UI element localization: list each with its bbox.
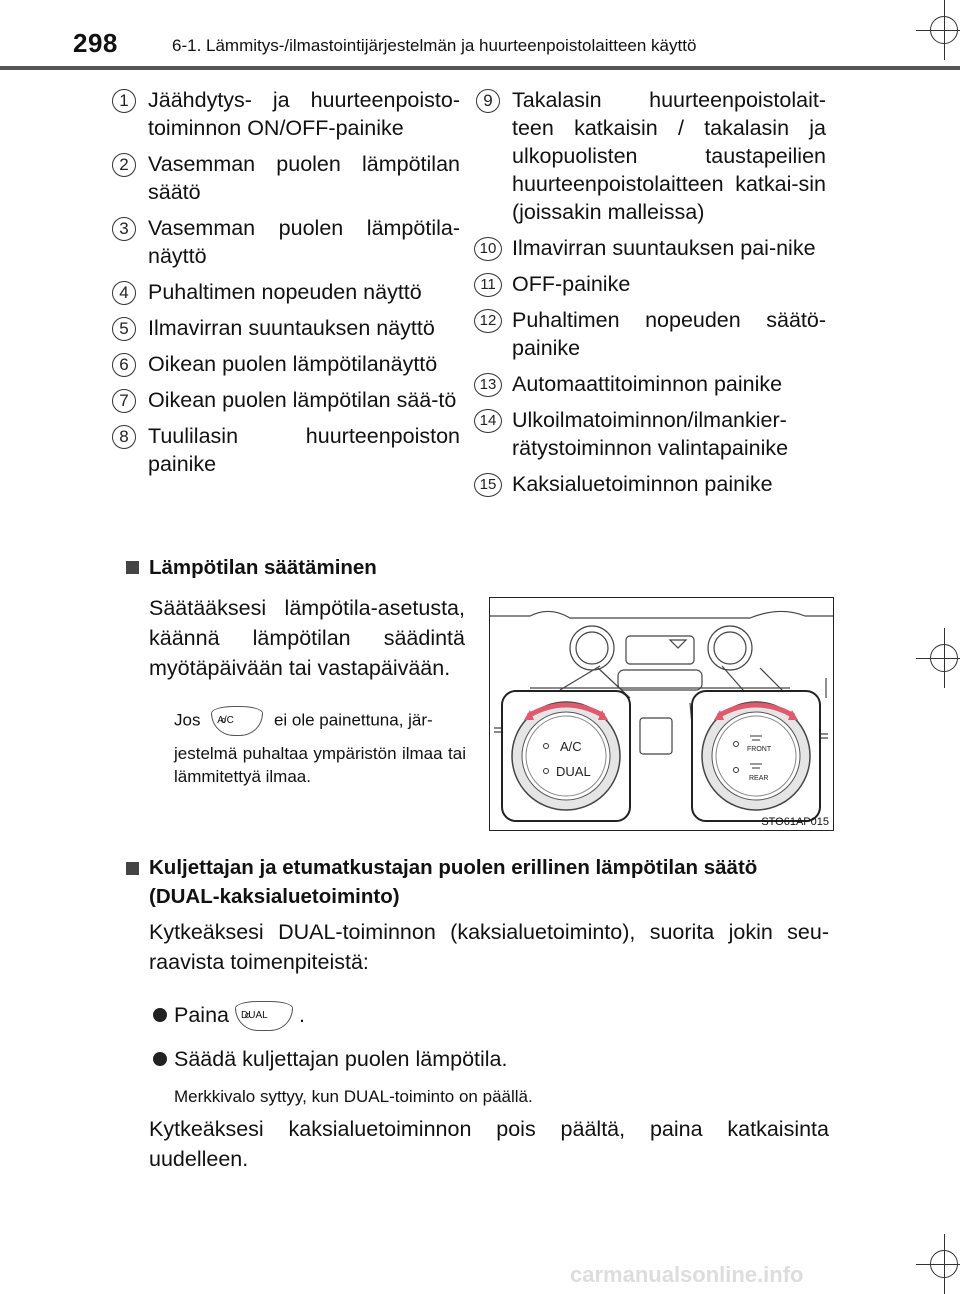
dual-button-label: DUAL	[241, 1010, 268, 1022]
dual-button-icon	[235, 1001, 293, 1031]
chapter-heading: 6-1. Lämmitys-/ilmastointijärjestelmän ja huurteenpoistolaitteen käyttö	[172, 36, 697, 55]
callout-number: 12	[474, 309, 502, 333]
section-outro: Kytkeäksesi kaksialuetoiminnon pois päältä, paina katkaisinta uudelleen.	[149, 1117, 829, 1171]
header-rule	[0, 66, 960, 70]
dial-illustration	[489, 597, 834, 831]
legend-item	[476, 234, 826, 262]
note-line	[174, 706, 466, 736]
dashboard-drawing	[490, 598, 834, 831]
callout-number: 11	[474, 273, 502, 297]
legend-item	[476, 370, 826, 398]
legend-text: Kaksialuetoiminnon painike	[512, 472, 773, 496]
legend-item	[112, 422, 460, 478]
callout-number: 6	[112, 353, 136, 377]
registration-mark	[930, 1250, 958, 1278]
section-intro: Kytkeäksesi DUAL-toiminnon (kaksialuetoiminto), suorita jokin seu-raavista toimenpiteistä:	[149, 920, 829, 974]
legend-item	[112, 386, 460, 414]
section-bullet-icon	[126, 561, 139, 574]
callout-number: 5	[112, 317, 136, 341]
right-temperature-dial	[692, 691, 820, 821]
callout-number: 7	[112, 389, 136, 413]
legend-text: Puhaltimen nopeuden näyttö	[148, 280, 422, 304]
ac-button-label: A/C	[217, 715, 234, 726]
legend-item	[112, 150, 460, 206]
bullet-dot-icon	[153, 1052, 167, 1066]
legend-text: OFF-painike	[512, 272, 631, 296]
legend-right	[476, 86, 826, 506]
registration-mark	[930, 16, 958, 44]
rear-label: REAR	[749, 775, 769, 782]
section-body: Säätääksesi lämpötila-asetusta, käännä lämpötilan säädintä myötäpäivään tai vastapäivään.	[149, 596, 465, 680]
note-text: Jos	[174, 710, 201, 730]
section-heading: Lämpötilan säätäminen	[149, 556, 377, 579]
legend-text: Takalasin huurteenpoistolait-teen katkaisin / takalasin ja ulkopuolisten taustapeilien huurteenpoistolaitteen katkai-sin (joissakin malleissa)	[512, 88, 826, 224]
bullet-text: .	[299, 1003, 305, 1027]
watermark: carmanualsonline.info	[570, 1262, 804, 1287]
legend-text: Vasemman puolen lämpötila-näyttö	[148, 216, 460, 268]
legend-text: Ulkoilmatoiminnon/ilmankier-rätystoiminnon valintapainike	[512, 408, 789, 460]
legend-text: Vasemman puolen lämpötilan säätö	[148, 152, 460, 204]
registration-mark	[930, 644, 958, 672]
legend-item	[476, 470, 826, 498]
note-text: Merkkivalo syttyy, kun DUAL-toiminto on päällä.	[174, 1087, 533, 1106]
legend-item	[112, 214, 460, 270]
bullet-dot-icon	[153, 1008, 167, 1022]
legend-text: Oikean puolen lämpötilan sää-tö	[148, 388, 457, 412]
bullet-item	[174, 1000, 574, 1031]
legend-text: Tuulilasin huurteenpoiston painike	[148, 424, 460, 476]
bullet-text: Paina	[174, 1003, 229, 1027]
bullet-text: Säädä kuljettajan puolen lämpötila.	[174, 1047, 508, 1071]
legend-item	[112, 350, 460, 378]
callout-number: 14	[474, 409, 502, 433]
legend-text: Puhaltimen nopeuden säätö-painike	[512, 308, 826, 360]
legend-text: Automaattitoiminnon painike	[512, 372, 783, 396]
legend-text: Oikean puolen lämpötilanäyttö	[148, 352, 438, 376]
callout-number: 8	[112, 425, 136, 449]
legend-text: Ilmavirran suuntauksen näyttö	[148, 316, 435, 340]
front-label: FRONT	[747, 746, 772, 753]
legend-item	[112, 278, 460, 306]
callout-number: 15	[474, 473, 502, 497]
callout-number: 9	[476, 89, 500, 113]
legend-item	[476, 306, 826, 362]
figure-code: STO61AP015	[761, 816, 829, 828]
callout-number: 2	[112, 153, 136, 177]
legend-item	[476, 270, 826, 298]
note-text: ei ole painettuna, jär-	[273, 710, 433, 730]
ac-label: A/C	[560, 739, 582, 754]
legend-item	[476, 406, 826, 462]
callout-number: 3	[112, 217, 136, 241]
legend-item	[476, 86, 826, 226]
ac-button-icon	[211, 706, 263, 736]
section-heading: Kuljettajan ja etumatkustajan puolen erillinen lämpötilan säätö (DUAL-kaksialuetoiminto)	[149, 856, 758, 908]
legend-left	[112, 86, 460, 486]
legend-text: Jäähdytys- ja huurteenpoisto-toiminnon ON/OFF-painike	[148, 88, 460, 140]
legend-text: Ilmavirran suuntauksen pai-nike	[512, 236, 816, 260]
callout-number: 4	[112, 281, 136, 305]
dual-label: DUAL	[556, 764, 591, 779]
callout-number: 1	[112, 89, 136, 113]
legend-item	[112, 86, 460, 142]
callout-number: 10	[474, 237, 502, 261]
section-bullet-icon	[126, 862, 139, 875]
page-header	[0, 0, 960, 72]
note-text: jestelmä puhaltaa ympäristön ilmaa tai lämmitettyä ilmaa.	[174, 744, 466, 786]
callout-number: 13	[474, 373, 502, 397]
page-number: 298	[73, 28, 118, 58]
legend-item	[112, 314, 460, 342]
left-temperature-dial	[502, 691, 630, 821]
